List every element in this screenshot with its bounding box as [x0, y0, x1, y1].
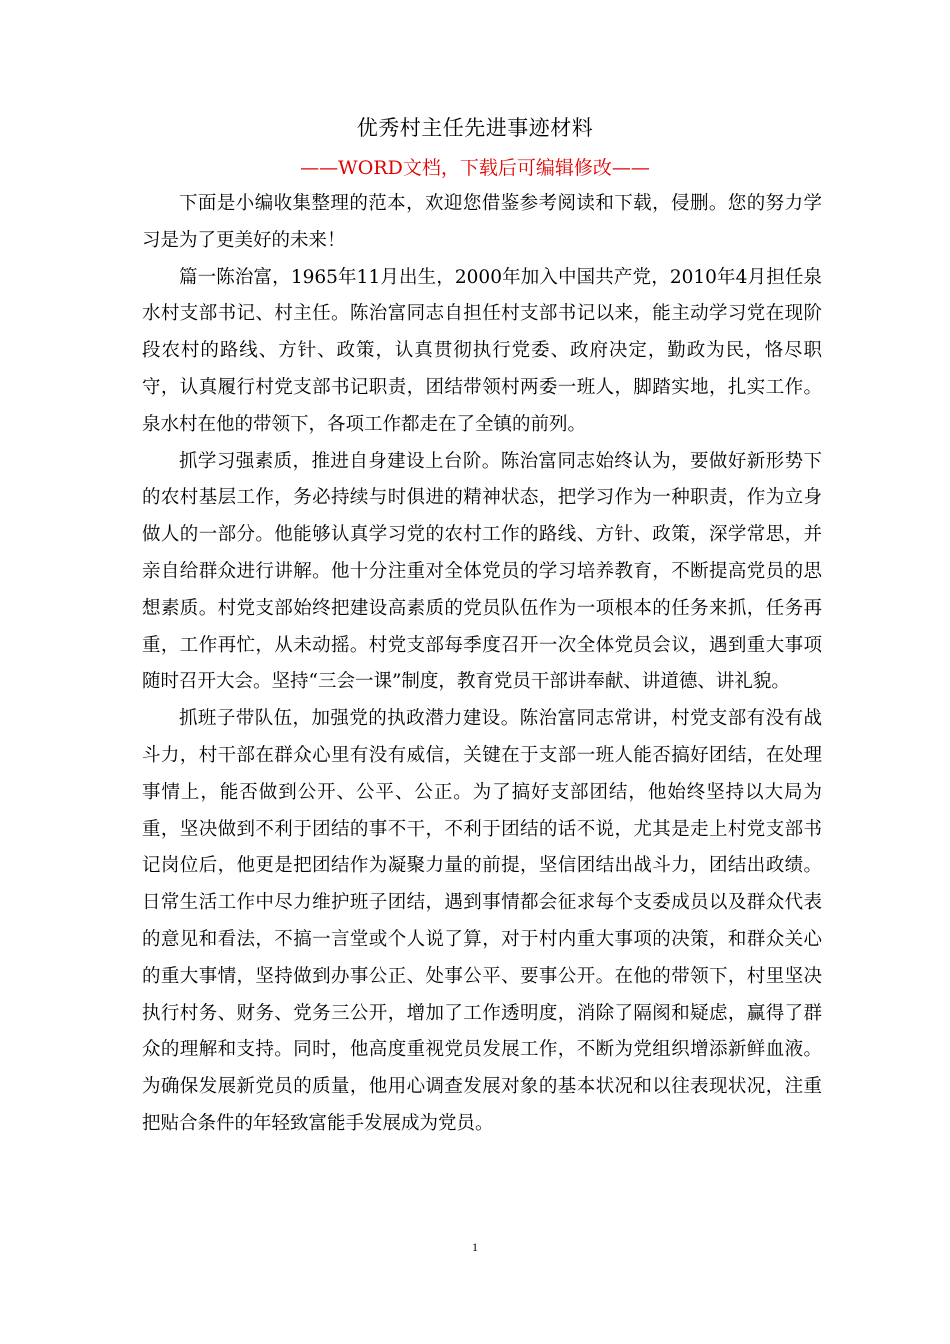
page-number: 1 [472, 1240, 478, 1254]
paragraph-intro: 下面是小编收集整理的范本，欢迎您借鉴参考阅读和下载，侵删。您的努力学习是为了更美好的未来！ [142, 193, 822, 251]
paragraph-2: 抓学习强素质，推进自身建设上台阶。陈治富同志始终认为，要做好新形势下的农村基层工作，务必持续与时俱进的精神状态，把学习作为一种职责，作为立身做人的一部分。他能够认真学习党的农村工作的路线、方针、政策，深学常思，并亲自给群众进行讲解。他十分注重对全体党员的学习培养教育，不断提高党员的思想素质。村党支部始终把建设高素质的党员队伍作为一项根本的任务来抓，任务再重，工作再忙，从未动摇。村党支部每季度召开一次全体党员会议，遇到重大事项随时召开大会。坚持“三会一课”制度，教育党员干部讲奉献、讲道德、讲礼貌。 [142, 450, 822, 693]
document-subtitle: ——WORD文档，下载后可编辑修改—— [300, 157, 650, 179]
paragraph-3: 抓班子带队伍，加强党的执政潜力建设。陈治富同志常讲，村党支部有没有战斗力，村干部在群众心里有没有威信，关键在于支部一班人能否搞好团结，在处理事情上，能否做到公开、公平、公正。为了搞好支部团结，他始终坚持以大局为重，坚决做到不利于团结的事不干，不利于团结的话不说，尤其是走上村党支部书记岗位后，他更是把团结作为凝聚力量的前提，坚信团结出战斗力，团结出政绩。日常生活工作中尽力维护班子团结，遇到事情都会征求每个支委成员以及群众代表的意见和看法，不搞一言堂或个人说了算，对于村内重大事项的决策，和群众关心的重大事情，坚持做到办事公正、处事公平、要事公开。在他的带领下，村里坚决执行村务、财务、党务三公开，增加了工作透明度，消除了隔阂和疑虑，赢得了群众的理解和支持。同时，他高度重视党员发展工作，不断为党组织增添新鲜血液。为确保发展新党员的质量，他用心调查发展对象的基本状况和以往表现状况，注重把贴合条件的年轻致富能手发展成为党员。 [142, 708, 822, 1134]
document-title: 优秀村主任先进事迹材料 [356, 116, 594, 140]
paragraph-1: 篇一陈治富，1965年11月出生，2000年加入中国共产党，2010年4月担任泉水村支部书记、村主任。陈治富同志自担任村支部书记以来，能主动学习党在现阶段农村的路线、方针、政策，认真贯彻执行党委、政府决定，勤政为民，恪尽职守，认真履行村党支部书记职责，团结带领村两委一班人，脚踏实地，扎实工作。泉水村在他的带领下，各项工作都走在了全镇的前列。 [142, 266, 822, 435]
document-body [142, 186, 822, 1143]
